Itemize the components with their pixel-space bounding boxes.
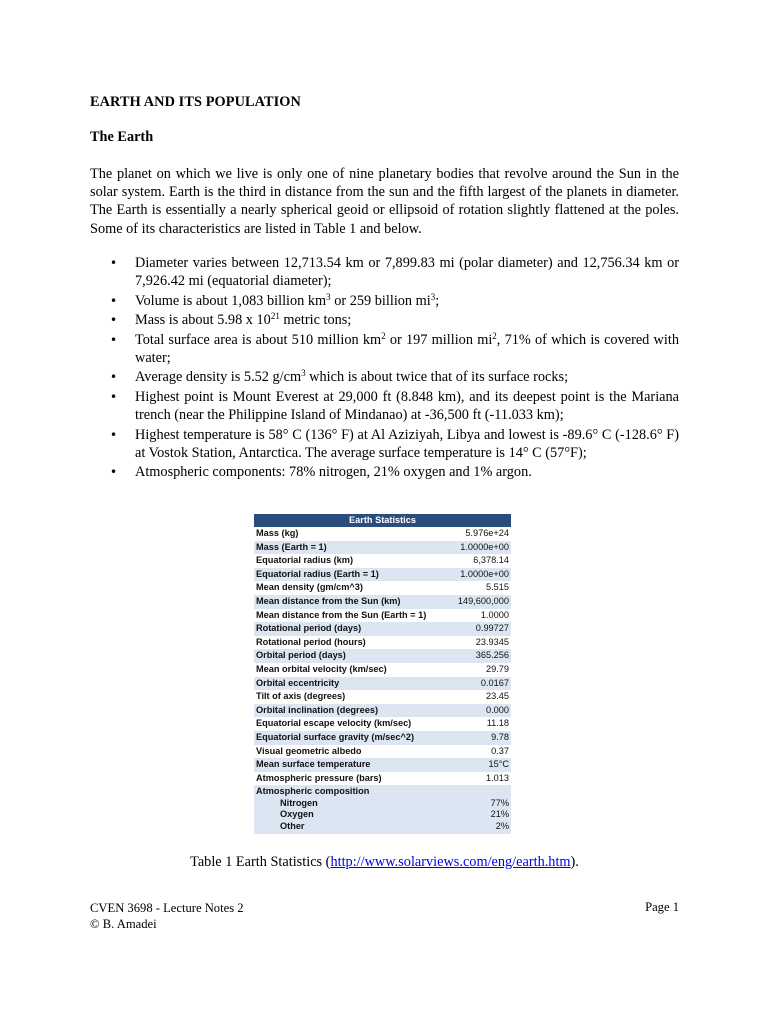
stat-value: 5.976e+24 (465, 528, 509, 538)
table-row (254, 568, 511, 582)
stat-label: Orbital inclination (degrees) (256, 704, 379, 715)
page-number: Page 1 (645, 900, 679, 914)
stat-value: 29.79 (486, 663, 509, 674)
composition-gas: Nitrogen (280, 797, 318, 808)
table-row (254, 772, 511, 786)
composition-row (256, 798, 509, 810)
characteristics-list (90, 254, 679, 483)
stat-label: Mean distance from the Sun (Earth = 1) (256, 609, 427, 620)
stat-value: 0.000 (486, 704, 509, 715)
table-body (254, 527, 511, 785)
list-item-atmosphere: • Atmospheric components: 78% nitrogen, 21% oxygen and 1% argon. (90, 463, 679, 481)
stat-value: 6,378.14 (473, 555, 509, 566)
composition-percent: 2% (495, 820, 509, 831)
composition-gas: Other (280, 820, 305, 831)
intro-paragraph: The planet on which we live is only one of nine planetary bodies that revolve around the Sun in the solar system. Earth is the third in distance from the sun and the fifth largest of the planets in diameter. The Earth is essentially a nearly spherical geoid or ellipsoid of rotation slightly flattened at the poles. Some of its characteristics are listed in Table 1 and below. (90, 166, 679, 237)
stat-value: 11.18 (486, 718, 509, 729)
stat-value: 149,600,000 (457, 595, 509, 606)
table-row (254, 554, 511, 568)
stat-label: Orbital period (days) (256, 650, 346, 661)
stat-label: Mean distance from the Sun (km) (256, 595, 401, 606)
table-row (254, 677, 511, 691)
composition-gas: Oxygen (280, 809, 314, 820)
table-row (254, 581, 511, 595)
stat-label: Atmospheric pressure (bars) (256, 772, 382, 783)
stat-value: 23.9345 (475, 636, 509, 647)
stat-label: Equatorial radius (km) (256, 555, 353, 566)
document-page (90, 0, 679, 1024)
stat-value: 1.0000e+00 (460, 568, 509, 579)
stat-value: 15°C (488, 759, 509, 770)
composition-label: Atmospheric composition (256, 786, 370, 797)
stat-value: 9.78 (491, 731, 509, 742)
table-row (254, 649, 511, 663)
table-row (254, 636, 511, 650)
table-row (254, 609, 511, 623)
composition-percent: 77% (490, 797, 509, 808)
stat-label: Equatorial escape velocity (km/sec) (256, 718, 412, 729)
table-row (254, 690, 511, 704)
stat-label: Mean orbital velocity (km/sec) (256, 663, 387, 674)
table-row (254, 595, 511, 609)
source-link[interactable]: http://www.solarviews.com/eng/earth.htm (330, 854, 571, 870)
stat-value: 1.0000e+00 (460, 541, 509, 552)
list-item-density: • Average density is 5.52 $g/cm^3$ which is about twice that of its surface rocks; (90, 368, 679, 386)
table-row (254, 527, 511, 541)
stat-value: 365.256 (475, 650, 509, 661)
stat-value: 5.515 (486, 582, 509, 593)
stat-label: Mass (kg) (256, 528, 299, 538)
table-caption: Table 1 Earth Statistics (http://www.solarviews.com/eng/earth.htm). (190, 854, 579, 870)
table-row (254, 622, 511, 636)
stat-label: Rotational period (hours) (256, 636, 366, 647)
stat-label: Equatorial surface gravity (m/sec^2) (256, 731, 415, 742)
stat-label: Orbital eccentricity (256, 677, 340, 688)
stat-label: Tilt of axis (degrees) (256, 691, 346, 702)
earth-statistics-table (254, 514, 511, 834)
stat-label: Mean density (gm/cm^3) (256, 582, 363, 593)
stat-value: 0.37 (491, 745, 509, 756)
list-item-surface-area: • Total surface area is about 510 million $km^2$ or 197 million $mi^2$, 71% of which is covered with water; (90, 331, 679, 367)
stat-label: Mass (Earth = 1) (256, 541, 327, 552)
stat-label: Visual geometric albedo (256, 745, 362, 756)
table-row (254, 758, 511, 772)
composition-row (256, 809, 509, 821)
table-row (254, 731, 511, 745)
stat-value: 1.0000 (480, 609, 509, 620)
table-row (254, 717, 511, 731)
list-item-volume: • Volume is about 1,083 billion $km^3$ or 259 billion $mi^3$; (90, 292, 679, 310)
table-row (254, 704, 511, 718)
atmospheric-composition-block (254, 785, 511, 834)
stat-label: Rotational period (days) (256, 623, 362, 634)
table-row (254, 745, 511, 759)
table-title: Earth Statistics (254, 514, 511, 527)
stat-value: 23.45 (486, 691, 509, 702)
list-item-temperature: • Highest temperature is 58° C (136° F) at Al Aziziyah, Libya and lowest is -89.6° C (-128.6° F) at Vostok Station, Antarctica. The average surface temperature is 14° C (57°F); (90, 426, 679, 462)
list-item-mass: • Mass is about 5.98 x $10^{21}$ metric tons; (90, 311, 679, 329)
table-row (254, 541, 511, 555)
stat-value: 1.013 (486, 772, 509, 783)
footer-author: © B. Amadei (90, 917, 157, 931)
stat-label: Equatorial radius (Earth = 1) (256, 568, 379, 579)
section-heading: The Earth (90, 129, 154, 145)
stat-label: Mean surface temperature (256, 759, 371, 770)
stat-value: 0.0167 (480, 677, 509, 688)
list-item-elevation: • Highest point is Mount Everest at 29,000 ft (8.848 km), and its deepest point is the Mariana trench (near the Philippine Island of Mindanao) at -36,500 ft (-11.033 km); (90, 388, 679, 424)
composition-percent: 21% (490, 809, 509, 820)
document-heading: EARTH AND ITS POPULATION (90, 94, 301, 110)
table-row (254, 663, 511, 677)
footer-course: CVEN 3698 - Lecture Notes 2 (90, 901, 244, 915)
list-item-diameter: • Diameter varies between 12,713.54 km or 7,899.83 mi (polar diameter) and 12,756.34 km or 7,926.42 mi (equatorial diameter); (90, 254, 679, 290)
stat-value: 0.99727 (475, 623, 509, 634)
composition-row (256, 821, 509, 833)
